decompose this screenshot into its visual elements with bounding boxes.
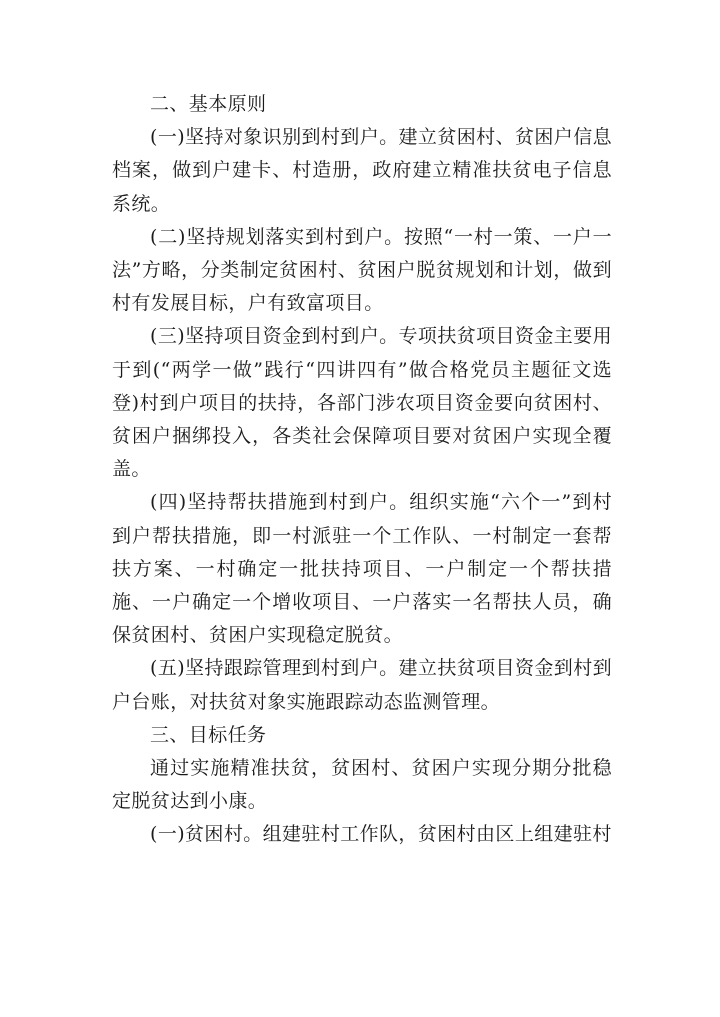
paragraph-target-identification: (一)坚持对象识别到村到户。建立贫困村、贫困户信息档案，做到户建卡、村造册，政府建立精准扶贫电子信息系统。 <box>112 126 612 215</box>
paragraph-planning: (二)坚持规划落实到村到户。按照“一村一策、一户一法”方略，分类制定贫困村、贫困户脱贫规划和计划，做到村有发展目标，户有致富项目。 <box>112 225 612 315</box>
paragraph-assistance-measures: (四)坚持帮扶措施到村到户。组织实施“六个一”到村到户帮扶措施，即一村派驻一个工作队、一村制定一套帮扶方案、一村确定一批扶持项目、一户制定一个帮扶措施、一户确定一个增收项目、一户落实一名帮扶人员，确保贫困村、贫困户实现稳定脱贫。 <box>112 491 612 647</box>
paragraph-project-funds: (三)坚持项目资金到村到户。专项扶贫项目资金主要用于到(“两学一做”践行“四讲四有”做合格党员主题征文选登)村到户项目的扶持，各部门涉农项目资金要向贫困村、贫困户捆绑投入，各类社会保障项目要对贫困户实现全覆盖。 <box>112 325 612 481</box>
section-heading-basic-principles: 二、基本原则 <box>150 93 267 115</box>
paragraph-poor-villages: (一)贫困村。组建驻村工作队，贫困村由区上组建驻村 <box>150 823 612 846</box>
document-body <box>112 88 612 852</box>
section-heading-goals: 三、目标任务 <box>150 723 267 746</box>
paragraph-tracking-management: (五)坚持跟踪管理到村到户。建立扶贫项目资金到村到户台账，对扶贫对象实施跟踪动态监测管理。 <box>112 657 612 713</box>
paragraph-goal-summary: 通过实施精准扶贫，贫困村、贫困户实现分期分批稳定脱贫达到小康。 <box>112 757 612 813</box>
